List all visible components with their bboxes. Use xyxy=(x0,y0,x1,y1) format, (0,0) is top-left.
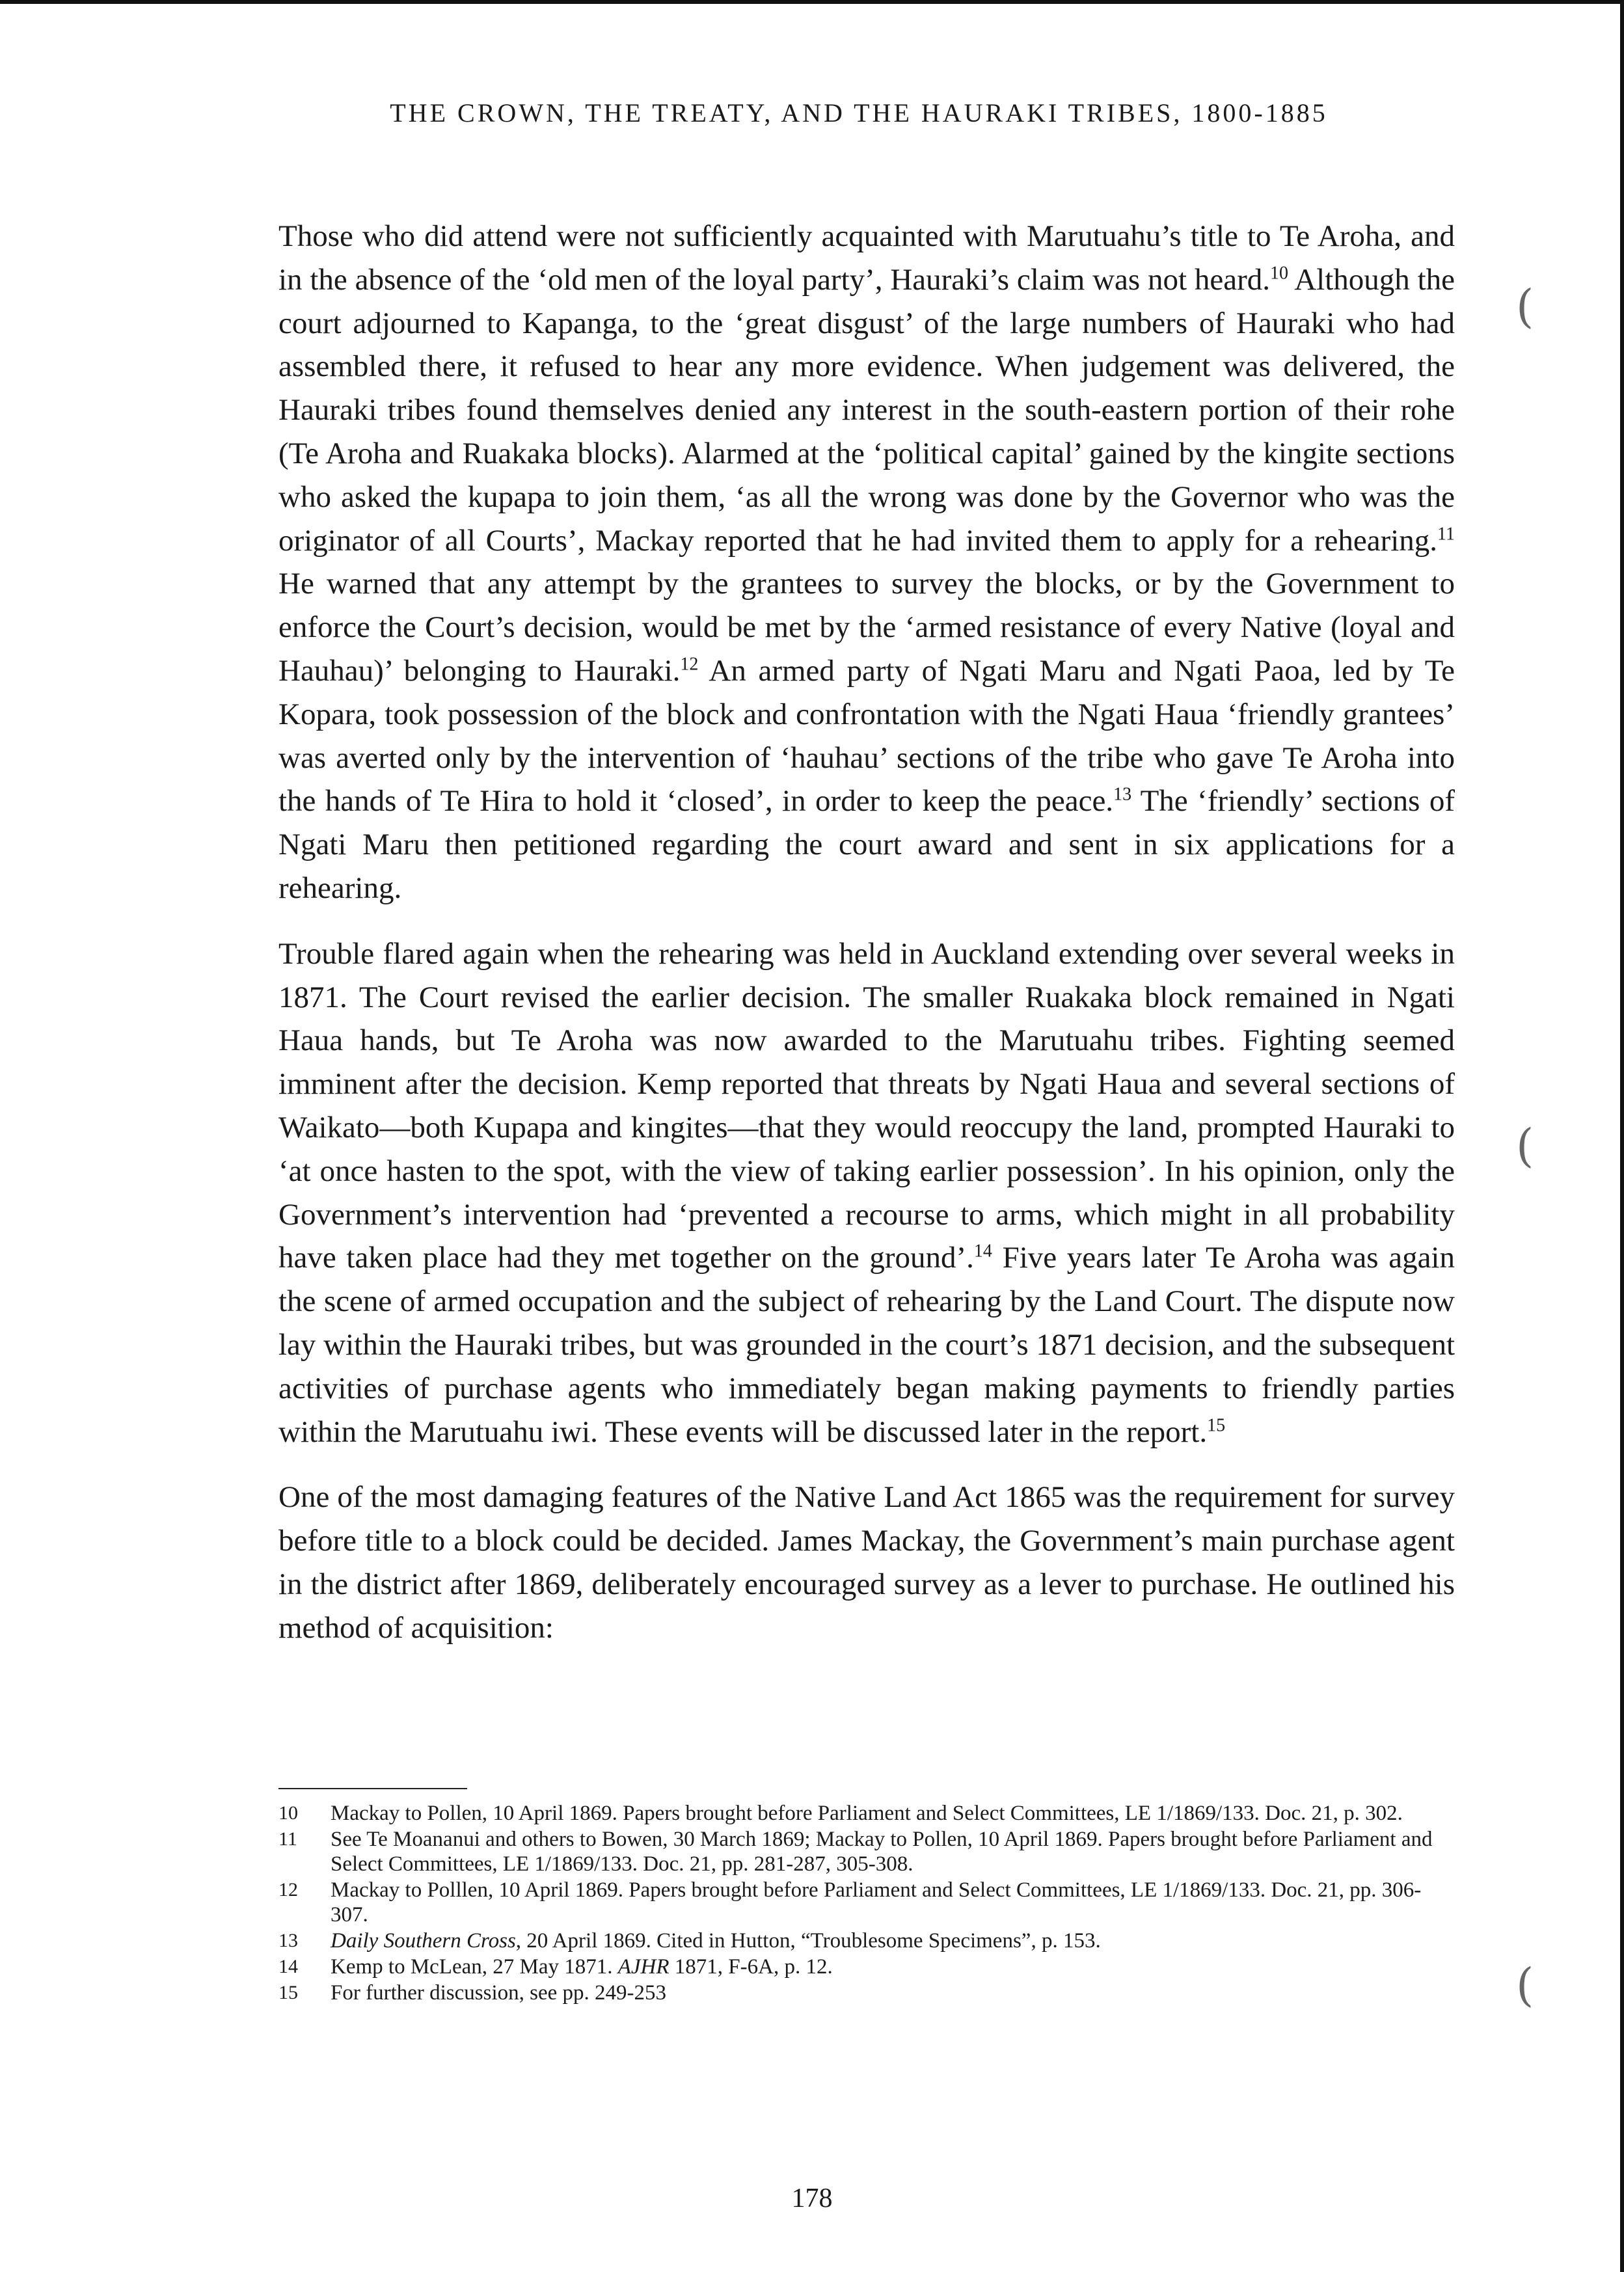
footnote-rule xyxy=(278,1788,467,1789)
text-segment: Although the court adjourned to Kapanga, to the ‘great disgust’ of the large numbers of Hauraki who had assembled there, it refused to hear any more evidence. When judgement was delivered, the Hauraki tribes found themselves denied any interest in the south-eastern portion of their rohe (Te Aroha and Ruakaka blocks). Alarmed at the ‘political capital’ gained by the kingite sections who asked the kupapa to join them, ‘as all the wrong was done by the Governor who was the originator of all Courts’, Mackay reported that he had invited them to apply for a rehearing. xyxy=(278,262,1455,558)
footnote-number: 13 xyxy=(278,1930,298,1951)
margin-mark: ( xyxy=(1516,280,1534,333)
margin-mark: ( xyxy=(1516,1958,1534,2012)
text-segment: , 20 April 1869. Cited in Hutton, “Troublesome Specimens”, p. 153. xyxy=(515,1929,1101,1953)
text-segment: For further discussion, see pp. 249-253 xyxy=(331,1981,667,2005)
text-segment: Trouble flared again when the rehearing was held in Auckland extending over several weeks in 1871. The Court revised the earlier decision. The smaller Ruakaka block remained in Ngati Haua hands, but Te Aroha was now awarded to the Marutuahu tribes. Fighting seemed imminent after the decision. Kemp reported that threats by Ngati Haua and several sections of Waikato—both Kupapa and kingites—that they would reoccupy the land, prompted Hauraki to ‘at once hasten to the spot, with the view of taking earlier possession’. In his opinion, only the Government’s intervention had ‘prevented a recourse to arms, which might in all probability have taken place had they met together on the ground’. xyxy=(278,936,1455,1275)
text-segment: Mackay to Polllen, 10 April 1869. Papers brought before Parliament and Select Committees, LE 1/1869/133. Doc. 21, pp. 306-307. xyxy=(331,1878,1422,1927)
footnote xyxy=(278,1981,1455,2005)
paragraph xyxy=(278,215,1455,910)
footnote-reference: 14 xyxy=(973,1241,992,1262)
footnote xyxy=(278,1878,1455,1927)
footnote-reference: 13 xyxy=(1113,784,1132,805)
footnote-text xyxy=(331,1954,1455,1979)
text-segment: One of the most damaging features of the Native Land Act 1865 was the requirement for survey before title to a block could be decided. James Mackay, the Government’s main purchase agent in the district after 1869, deliberately encouraged survey as a lever to purchase. He outlined his method of acquisition: xyxy=(278,1480,1455,1645)
text-segment: Those who did attend were not sufficiently acquainted with Marutuahu’s title to Te Aroha, and in the absence of the ‘old men of the loyal party’, Hauraki’s claim was not heard. xyxy=(278,219,1455,297)
running-header: THE CROWN, THE TREATY, AND THE HAURAKI TRIBES, 1800-1885 xyxy=(390,98,1328,128)
italic-text: Daily Southern Cross xyxy=(331,1929,516,1953)
text-segment: Kemp to McLean, 27 May 1871. xyxy=(331,1955,618,1979)
page-border-right xyxy=(1620,0,1624,2272)
footnote xyxy=(278,1954,1455,1979)
footnote-number: 10 xyxy=(278,1802,298,1824)
text-segment: See Te Moananui and others to Bowen, 30 March 1869; Mackay to Pollen, 10 April 1869. Papers brought before Parliament and Select Committees, LE 1/1869/133. Doc. 21, pp. 281-287, 305-308. xyxy=(331,1828,1433,1876)
text-segment: Mackay to Pollen, 10 April 1869. Papers brought before Parliament and Select Committees, LE 1/1869/133. Doc. 21, p. 302. xyxy=(331,1802,1403,1825)
footnote-reference: 12 xyxy=(680,654,699,675)
footnote-number: 15 xyxy=(278,1982,298,2003)
footnotes xyxy=(278,1801,1455,2007)
footnote-reference: 11 xyxy=(1437,523,1455,544)
paragraph xyxy=(278,1476,1455,1649)
text-segment: 1871, F-6A, p. 12. xyxy=(669,1955,833,1979)
footnote-number: 12 xyxy=(278,1879,298,1900)
footnote-text xyxy=(331,1878,1455,1927)
footnote xyxy=(278,1928,1455,1953)
footnote-text xyxy=(331,1827,1455,1876)
page-border-top xyxy=(0,0,1624,4)
italic-text: AJHR xyxy=(617,1955,670,1979)
paragraph xyxy=(278,932,1455,1454)
text-segment: He warned that any attempt by the grantees to survey the blocks, or by the Government to enforce the Court’s decision, would be met by the ‘armed resistance of every Native (loyal and Hauhau)’ belonging to Hauraki. xyxy=(278,567,1455,688)
footnote-text xyxy=(331,1928,1455,1953)
footnote-reference: 15 xyxy=(1207,1414,1226,1435)
footnote-reference: 10 xyxy=(1269,263,1288,284)
body-text xyxy=(278,215,1455,1672)
footnote-text xyxy=(331,1981,1455,2005)
footnote-number: 11 xyxy=(278,1828,297,1850)
text-segment: The ‘friendly’ sections of Ngati Maru then petitioned regarding the court award and sent in six applications for a rehearing. xyxy=(278,784,1455,905)
page-number: 178 xyxy=(791,2184,833,2213)
footnote xyxy=(278,1801,1455,1826)
text-segment: An armed party of Ngati Maru and Ngati Paoa, led by Te Kopara, took possession of the block and confrontation with the Ngati Haua ‘friendly grantees’ was averted only by the intervention of ‘hauhau’ sections of the tribe who gave Te Aroha into the hands of Te Hira to hold it ‘closed’, in order to keep the peace. xyxy=(278,653,1455,818)
footnote-text xyxy=(331,1801,1455,1826)
footnote xyxy=(278,1827,1455,1876)
text-segment: Five years later Te Aroha was again the scene of armed occupation and the subject of rehearing by the Land Court. The dispute now lay within the Hauraki tribes, but was grounded in the court’s 1871 decision, and the subsequent activities of purchase agents who immediately began making payments to friendly parties within the Marutuahu iwi. These events will be discussed later in the report. xyxy=(278,1241,1455,1449)
footnote-number: 14 xyxy=(278,1956,298,1977)
margin-mark: ( xyxy=(1516,1119,1534,1172)
